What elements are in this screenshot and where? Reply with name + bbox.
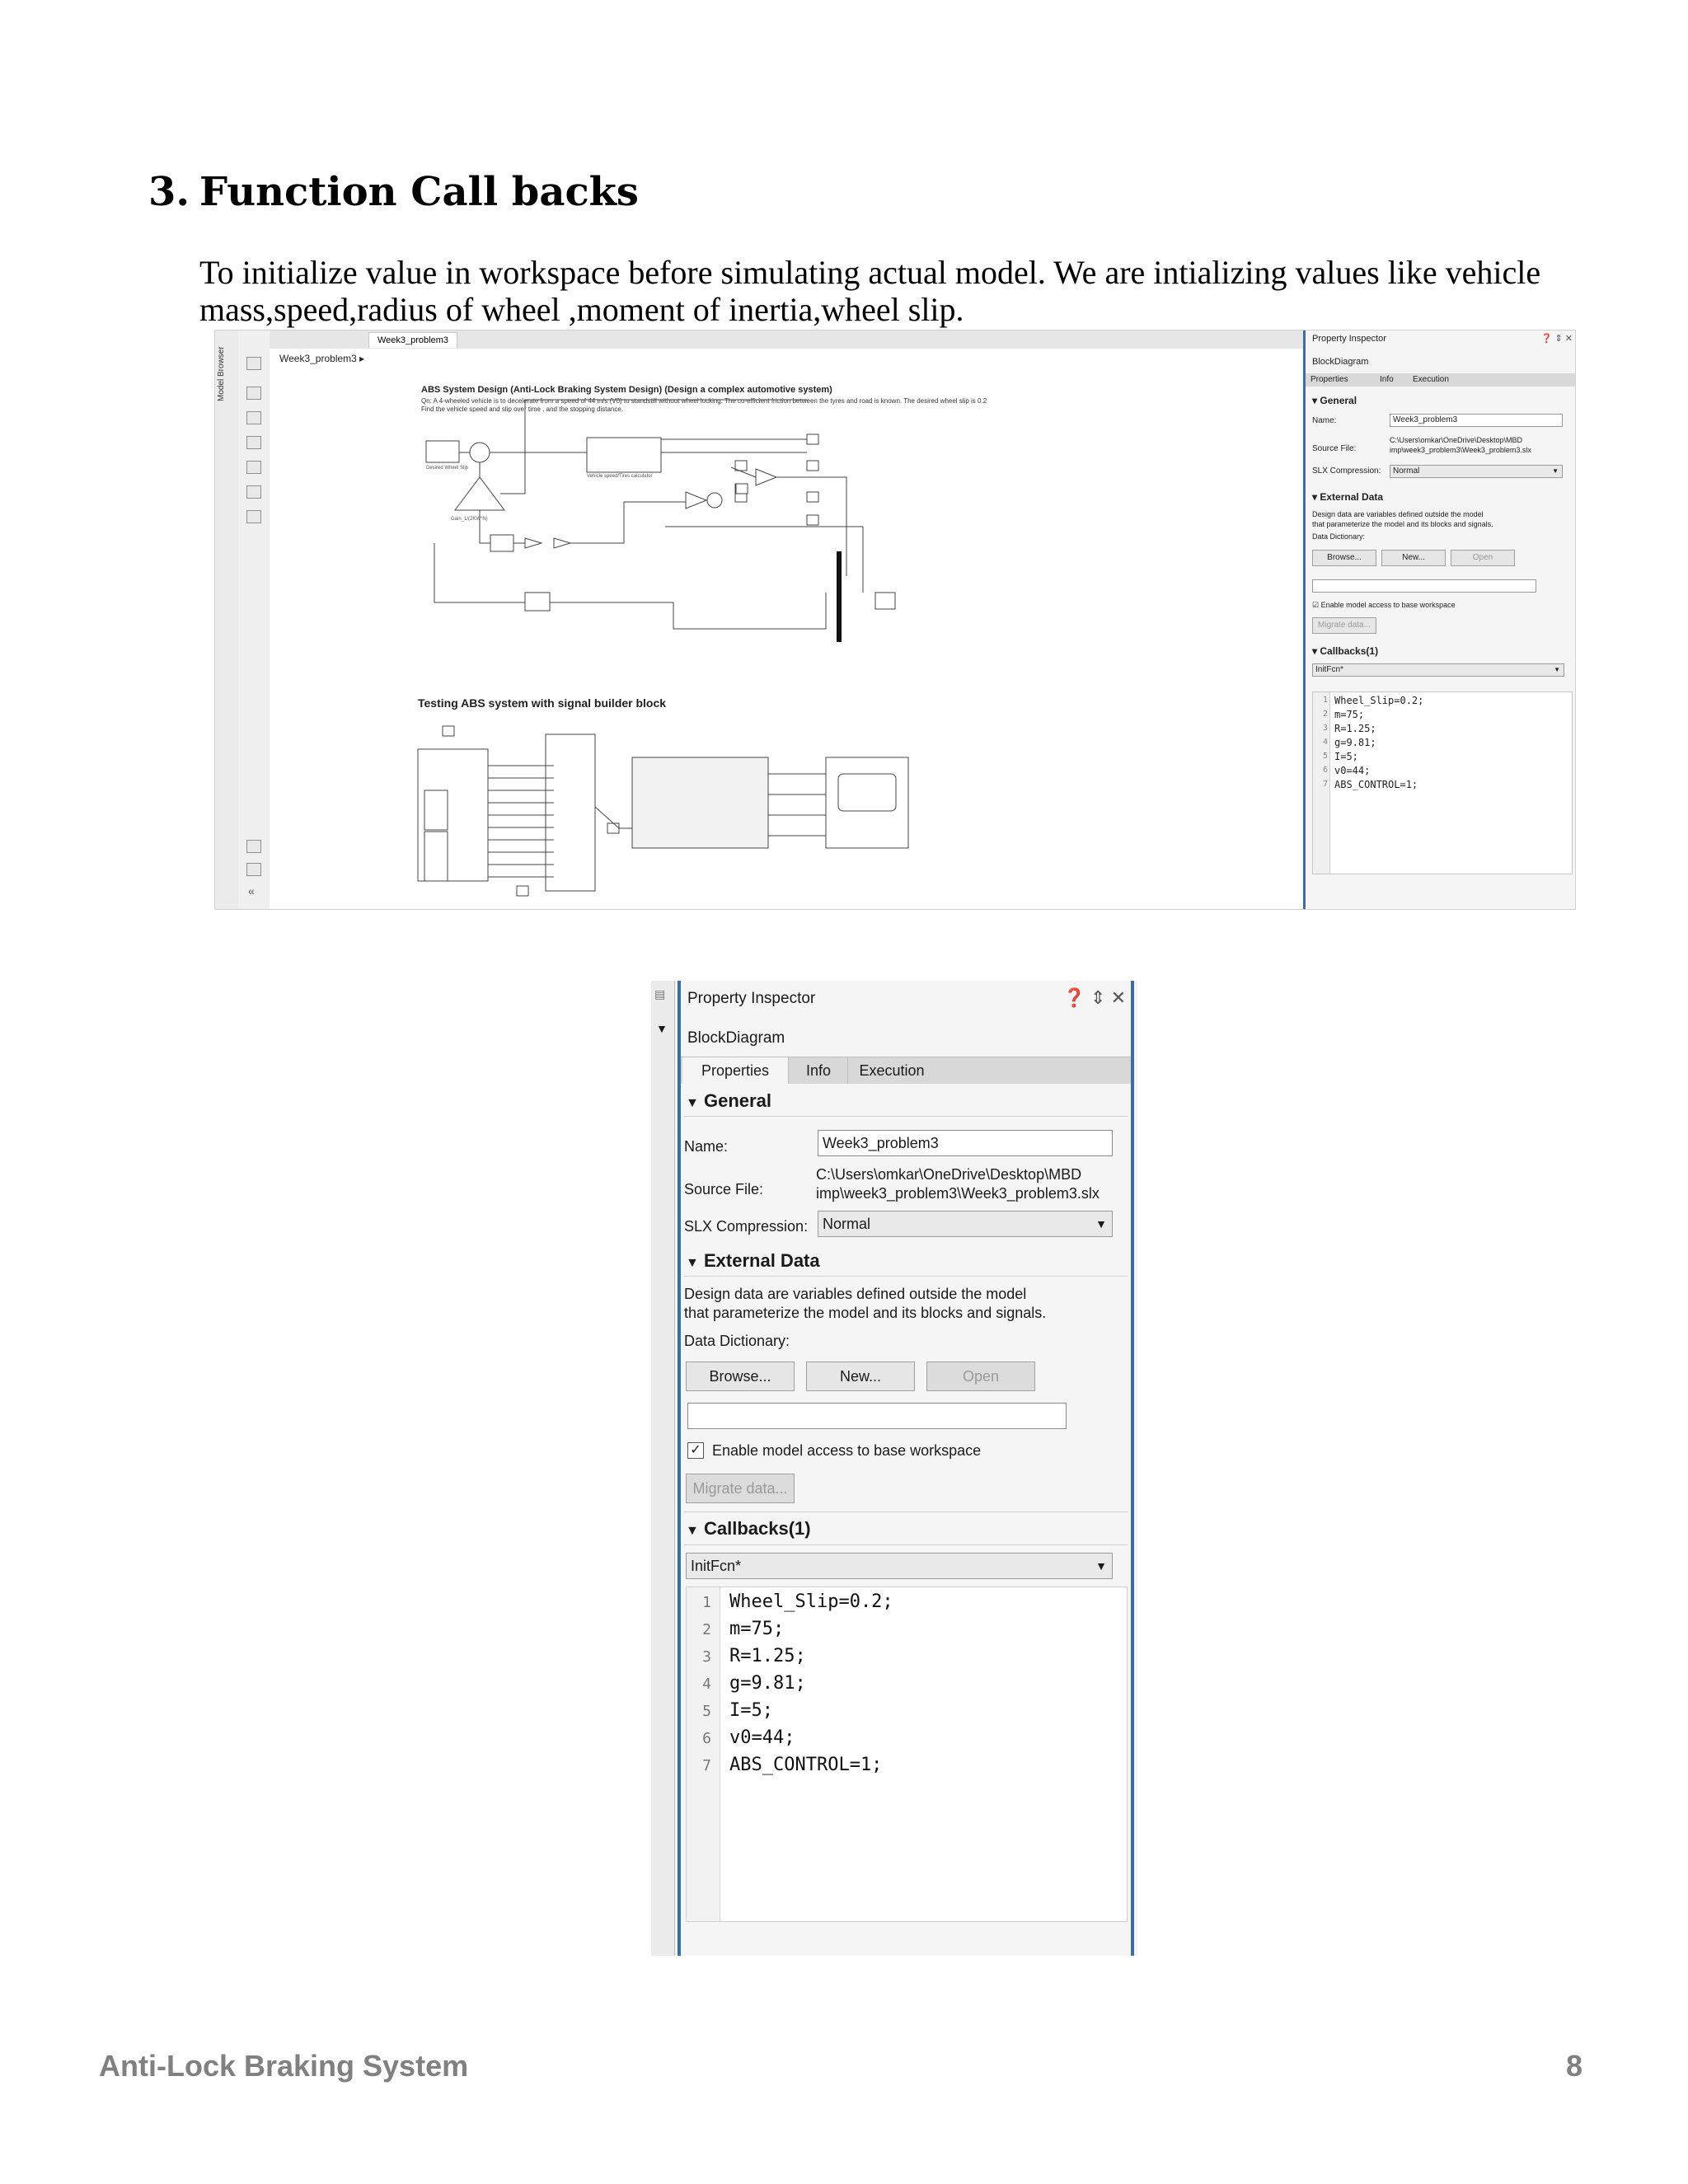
external-data-section-header[interactable]: ▼ External Data xyxy=(686,1250,820,1271)
slx-compression-label: SLX Compression: xyxy=(684,1218,809,1235)
data-dictionary-field[interactable] xyxy=(687,1403,1067,1429)
model-tab[interactable]: Week3_problem3 xyxy=(368,332,457,348)
breadcrumb[interactable]: Week3_problem3 ▸ xyxy=(279,353,365,364)
pi-small-dict-label: Data Dictionary: xyxy=(1312,532,1366,541)
pi-small-tab-execution[interactable]: Execution xyxy=(1413,375,1449,384)
svg-text:Vehicle speed/Tires calculator: Vehicle speed/Tires calculator xyxy=(587,474,653,479)
line-number: 3 xyxy=(702,1648,711,1666)
code-line: Wheel_Slip=0.2; xyxy=(729,1591,893,1612)
open-button[interactable]: Open xyxy=(926,1361,1035,1391)
pi-small-source-line1: C:\Users\omkar\OneDrive\Desktop\MBD xyxy=(1390,436,1523,444)
pi-small-slx-select[interactable]: Normal ▼ xyxy=(1390,465,1563,478)
name-label: Name: xyxy=(684,1138,729,1155)
property-inspector-zoomed-screenshot xyxy=(651,981,1137,1956)
new-button[interactable]: New... xyxy=(806,1361,915,1391)
close-icon: ✕ xyxy=(1110,987,1126,1008)
pi-small-code-editor[interactable] xyxy=(1312,691,1573,874)
fit-view-icon[interactable] xyxy=(246,411,261,424)
pi-small-migrate-button[interactable]: Migrate data... xyxy=(1312,617,1376,634)
zoom-icon[interactable] xyxy=(246,387,261,400)
pi-small-line-number: 2 xyxy=(1322,710,1328,719)
callback-select[interactable]: InitFcn* ▼ xyxy=(686,1553,1113,1579)
section-title: Function Call backs xyxy=(199,169,639,215)
pi-small-code-line: Wheel_Slip=0.2; xyxy=(1334,695,1424,706)
migrate-data-button[interactable]: Migrate data... xyxy=(686,1474,795,1503)
diagram-title: ABS System Design (Anti-Lock Braking System Design) (Design a complex automotive system) xyxy=(421,385,832,395)
pi-small-code-line: m=75; xyxy=(1334,709,1365,720)
pi-object-type: BlockDiagram xyxy=(687,1029,785,1047)
simulink-window-screenshot xyxy=(214,330,1576,910)
name-field[interactable]: Week3_problem3 xyxy=(818,1130,1113,1156)
line-number: 6 xyxy=(702,1730,711,1747)
image-icon[interactable] xyxy=(246,461,261,474)
external-data-desc2: that parameterize the model and its blocks and signals. xyxy=(684,1305,1047,1321)
test-harness-diagram xyxy=(270,708,1300,909)
model-browser-label: Model Browser xyxy=(217,346,226,402)
pi-small-external-desc1: Design data are variables defined outside the model xyxy=(1312,510,1484,518)
pi-small-code-line: R=1.25; xyxy=(1334,723,1376,734)
external-data-desc1: Design data are variables defined outside the model xyxy=(684,1286,1027,1302)
pi-small-line-number: 7 xyxy=(1322,780,1328,789)
chevron-down-icon: ▼ xyxy=(1095,1559,1107,1572)
collapse-triangle-icon: ▼ xyxy=(686,1256,699,1270)
collapse-triangle-icon: ▼ xyxy=(686,1524,699,1538)
line-number: 1 xyxy=(702,1594,711,1611)
pi-small-line-number: 3 xyxy=(1322,724,1328,733)
code-line: g=9.81; xyxy=(729,1673,806,1694)
source-file-label: Source File: xyxy=(684,1181,764,1197)
dropdown-arrow-icon[interactable]: ▼ xyxy=(656,1022,668,1035)
source-file-line2: imp\week3_problem3\Week3_problem3.slx xyxy=(816,1185,1100,1202)
line-number: 5 xyxy=(702,1703,711,1720)
pi-small-general-header[interactable]: ▾ General xyxy=(1312,395,1357,406)
pi-small-source-line2: imp\week3_problem3\Week3_problem3.slx xyxy=(1390,446,1531,454)
pi-small-name-field[interactable]: Week3_problem3 xyxy=(1390,414,1563,427)
pi-small-code-line: v0=44; xyxy=(1334,765,1371,776)
callback-code-editor[interactable] xyxy=(686,1586,1128,1922)
slx-compression-select[interactable]: Normal ▼ xyxy=(818,1211,1113,1237)
svg-text:Desired Wheel Slip: Desired Wheel Slip xyxy=(426,466,469,471)
pi-small-tab-properties[interactable]: Properties xyxy=(1311,375,1348,384)
browse-button[interactable]: Browse... xyxy=(686,1361,795,1391)
canvas-toolbar xyxy=(238,330,270,909)
pi-small-source-label: Source File: xyxy=(1312,444,1357,453)
collapse-triangle-icon: ▼ xyxy=(686,1096,699,1110)
grid-icon[interactable]: ▤ xyxy=(654,987,666,1001)
pi-small-code-line: g=9.81; xyxy=(1334,737,1376,748)
line-number: 7 xyxy=(702,1757,711,1774)
model-browser-strip[interactable] xyxy=(215,330,239,909)
tab-execution[interactable]: Execution xyxy=(859,1062,925,1079)
pi-small-line-number: 1 xyxy=(1322,696,1328,705)
collapse-icon[interactable]: « xyxy=(248,884,255,898)
annotation-icon[interactable] xyxy=(246,485,261,499)
pi-small-line-number: 5 xyxy=(1322,752,1328,761)
pi-small-enable-checkbox[interactable]: ☑ Enable model access to base workspace xyxy=(1312,601,1456,609)
tab-info[interactable]: Info xyxy=(790,1057,848,1084)
intro-paragraph: To initialize value in workspace before simulating actual model. We are intializing values like vehicle mass,speed,radius of wheel ,moment of inertia,wheel slip. xyxy=(199,254,1541,328)
diagram-task: Find the vehicle speed and slip over time , and the stopping distance. xyxy=(421,405,624,413)
data-dictionary-label: Data Dictionary: xyxy=(684,1333,790,1349)
section-heading xyxy=(148,169,639,215)
pi-small-object: BlockDiagram xyxy=(1312,357,1369,367)
help-icon: ❓ xyxy=(1062,987,1085,1008)
pi-small-title: Property Inspector xyxy=(1312,334,1386,344)
pi-small-open-button[interactable]: Open xyxy=(1451,550,1515,566)
area-icon[interactable] xyxy=(246,510,261,523)
pi-small-tab-info[interactable]: Info xyxy=(1380,375,1394,384)
pi-small-code-line: ABS_CONTROL=1; xyxy=(1334,779,1418,790)
diagram-question: Qn: A 4-wheeled vehicle is to decelerate from a speed of 44 m/s (V0) to standstill without wheel locking. The co-efficient friction between the tyres and road is known. The desired wheel slip is 0.2 xyxy=(421,397,987,405)
callbacks-section-header[interactable]: ▼ Callbacks(1) xyxy=(686,1518,811,1539)
arrow-icon[interactable] xyxy=(246,436,261,449)
pi-small-new-button[interactable]: New... xyxy=(1381,550,1446,566)
testing-caption: Testing ABS system with signal builder block xyxy=(418,696,667,710)
general-section-header[interactable]: ▼ General xyxy=(686,1090,771,1111)
code-line: v0=44; xyxy=(729,1727,795,1748)
pi-small-external-header[interactable]: ▾ External Data xyxy=(1312,491,1384,503)
enable-base-workspace-label: Enable model access to base workspace xyxy=(712,1442,982,1459)
code-line: R=1.25; xyxy=(729,1646,806,1666)
pi-small-callback-select[interactable]: InitFcn* ▼ xyxy=(1312,663,1564,677)
pi-small-window-icons[interactable]: ❓ ⇕ ✕ xyxy=(1540,334,1573,344)
pi-title: Property Inspector xyxy=(687,990,816,1007)
pi-small-line-number: 6 xyxy=(1322,766,1328,775)
pi-window-icons[interactable] xyxy=(1062,987,1126,1009)
property-inspector xyxy=(681,981,1131,1956)
section-number: 3. xyxy=(148,169,190,215)
tab-properties[interactable]: Properties xyxy=(682,1057,789,1084)
code-line: m=75; xyxy=(729,1619,785,1639)
pi-small-line-number: 4 xyxy=(1322,738,1328,747)
code-line: ABS_CONTROL=1; xyxy=(729,1755,883,1775)
line-number: 2 xyxy=(702,1621,711,1638)
pi-small-browse-button[interactable]: Browse... xyxy=(1312,550,1376,566)
pi-small-dict-field[interactable] xyxy=(1312,579,1536,593)
pi-small-name-label: Name: xyxy=(1312,416,1337,425)
pin-icon: ⇕ xyxy=(1090,987,1106,1008)
chevron-down-icon: ▼ xyxy=(1095,1217,1107,1230)
footer-document-title: Anti-Lock Braking System xyxy=(99,2049,469,2083)
svg-text:Gain_1/(2KW*N): Gain_1/(2KW*N) xyxy=(451,517,488,522)
pi-small-external-desc2: that parameterize the model and its blocks and signals. xyxy=(1312,520,1493,528)
enable-base-workspace-checkbox[interactable]: ✓ xyxy=(687,1442,704,1459)
explorer-bar-icon[interactable] xyxy=(246,863,261,876)
code-line: I=5; xyxy=(729,1700,773,1721)
line-number: 4 xyxy=(702,1675,711,1693)
pi-tabs xyxy=(681,1057,1131,1084)
pi-small-slx-label: SLX Compression: xyxy=(1312,466,1381,476)
pi-small-callbacks-header[interactable]: ▾ Callbacks(1) xyxy=(1312,645,1379,657)
hide-browser-icon[interactable] xyxy=(246,357,261,370)
source-file-line1: C:\Users\omkar\OneDrive\Desktop\MBD xyxy=(816,1166,1082,1183)
canvas-edge xyxy=(651,981,675,1956)
camera-icon[interactable] xyxy=(246,840,261,853)
footer-page-number: 8 xyxy=(1566,2049,1583,2083)
property-inspector-small xyxy=(1303,330,1576,909)
pi-small-code-line: I=5; xyxy=(1334,751,1358,762)
